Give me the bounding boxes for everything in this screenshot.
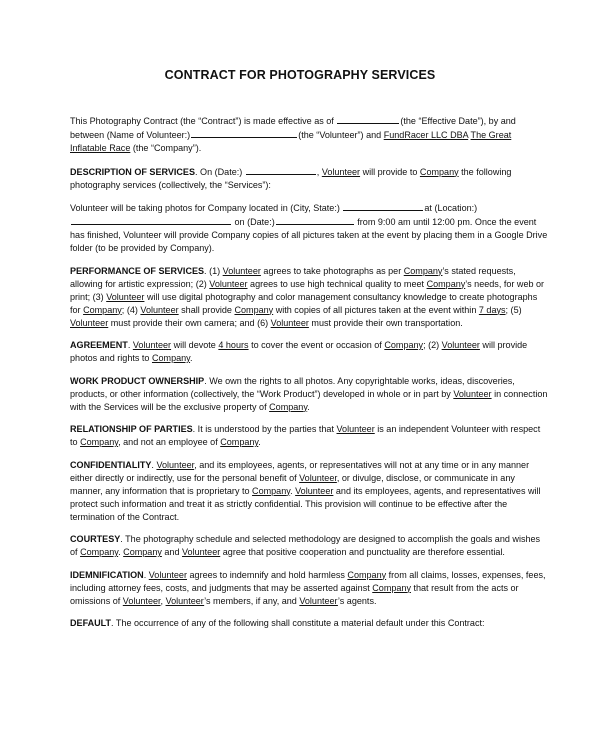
- para-text: that result from the acts or omissions of: [70, 582, 519, 606]
- intro-text: (the “Effective Date”),: [400, 116, 487, 126]
- para-text: , and not an employee of: [118, 437, 218, 447]
- para-text: agree that positive cooperation and punctuality are therefore essential.: [222, 547, 505, 557]
- para-text: and: [164, 547, 180, 557]
- city-state-blank[interactable]: [343, 201, 423, 211]
- company-term: Company: [269, 401, 308, 412]
- section-heading: PERFORMANCE OF SERVICES: [70, 265, 205, 276]
- company-term: Company: [384, 340, 424, 350]
- volunteer-term: Volunteer: [299, 472, 337, 483]
- para-text: will provide photos and rights to: [70, 340, 528, 363]
- para-text: and its employees, agents, and representatives will protect such information and treat it as strictly confidential. This provision will continue to be effective after the termination of the Contract.: [70, 485, 541, 522]
- company-term: Company: [426, 278, 466, 289]
- volunteer-term: Volunteer: [132, 340, 172, 350]
- default-paragraph: [70, 617, 548, 630]
- volunteer-name-blank[interactable]: [191, 128, 297, 138]
- para-text: (Location:): [434, 203, 478, 213]
- section-heading: IDEMNIFICATION: [70, 569, 144, 580]
- volunteer-term: Volunteer: [453, 388, 492, 399]
- relationship-paragraph: [70, 423, 548, 449]
- volunteer-term: Volunteer: [441, 340, 480, 350]
- company-term: Company: [220, 437, 259, 447]
- volunteer-term: Volunteer: [222, 265, 261, 276]
- company-term: Company: [83, 304, 122, 315]
- para-text: ,: [160, 595, 164, 606]
- section-heading: RELATIONSHIP OF PARTIES: [70, 424, 193, 434]
- para-text: , and its employees, agents, or representatives will not at any time or in any manner either directly or indirectly, use for the personal benefit of: [70, 459, 530, 483]
- volunteer-term: Volunteer: [156, 459, 195, 470]
- para-text: from 9:00 am until 12:00 pm. Once the event has finished, Volunteer will provide Company copies of all pictures taken at the event by placing them in a Google Drive folder (to be provided by Company).: [70, 217, 548, 253]
- company-term: Company: [252, 485, 291, 496]
- company-term: Company: [80, 437, 119, 447]
- para-text: ’s agents.: [337, 595, 377, 606]
- company-term: Company: [403, 265, 443, 276]
- company-name: The Great Inflatable Race: [70, 130, 512, 153]
- para-text: . On (Date:): [195, 166, 243, 177]
- para-text: is an independent Volunteer with respect to: [70, 424, 541, 447]
- volunteer-term: Volunteer: [295, 485, 334, 496]
- para-text: . It is understood by the parties that: [192, 424, 334, 434]
- coverage-hours: 4 hours: [218, 340, 249, 350]
- para-text: from all claims, losses, expenses, fees, including attorney fees, costs, and judgments that may be asserted against: [70, 569, 546, 593]
- para-text: to cover the event or occasion of: [251, 340, 382, 350]
- volunteer-term: Volunteer: [165, 595, 205, 606]
- para-text: . We own the rights to all photos. Any copyrightable works, ideas, discoveries, products, or other information (collectively, the “Work Product”) developed in whole or in part by: [70, 375, 515, 399]
- volunteer-term: Volunteer: [209, 278, 248, 289]
- delivery-days: 7 days: [478, 304, 506, 315]
- para-text: ,: [316, 166, 320, 177]
- para-text: ; (2): [423, 340, 440, 350]
- para-text: must provide their own transportation.: [311, 317, 463, 328]
- intro-paragraph: [70, 114, 548, 155]
- section-heading: DESCRIPTION OF SERVICES: [70, 166, 196, 177]
- para-text: ’s stated requests, allowing for artistic expression; (2): [70, 265, 516, 289]
- para-text: will devote: [173, 340, 216, 350]
- company-name: FundRacer LLC DBA: [383, 130, 469, 140]
- section-heading: AGREEMENT: [70, 340, 128, 350]
- para-text: ’s members, if any, and: [204, 595, 297, 606]
- company-term: Company: [151, 353, 191, 363]
- para-text: shall provide: [181, 304, 232, 315]
- para-text: . The occurrence of any of the following shall constitute a material default under this Contract:: [111, 618, 485, 628]
- para-text: will use digital photography and color management consultancy knowledge to create photographs for: [70, 291, 538, 315]
- courtesy-paragraph: [70, 533, 548, 559]
- intro-text: (the “Volunteer”) and: [298, 130, 382, 140]
- company-term: Company: [419, 166, 459, 177]
- para-text: must provide their own camera; and (6): [110, 317, 269, 328]
- para-text: . (1): [204, 265, 221, 276]
- intro-text: (the “Company”).: [132, 143, 202, 153]
- para-text: .: [127, 340, 131, 350]
- volunteer-term: Volunteer: [106, 291, 145, 302]
- para-text: . The photography schedule and selected methodology are designed to accomplish the goals and wishes of: [70, 534, 541, 557]
- para-text: ; (4): [121, 304, 138, 315]
- location-paragraph: [70, 201, 548, 255]
- para-text: .: [258, 437, 261, 447]
- volunteer-term: Volunteer: [70, 317, 109, 328]
- ownership-paragraph: [70, 375, 548, 414]
- para-text: .: [307, 401, 310, 412]
- description-paragraph: [70, 165, 548, 192]
- para-text: will provide to: [362, 166, 418, 177]
- para-text: ; (5): [505, 304, 522, 315]
- page-title: CONTRACT FOR PHOTOGRAPHY SERVICES: [164, 68, 436, 82]
- company-term: Company: [123, 547, 162, 557]
- volunteer-term: Volunteer: [122, 595, 161, 606]
- confidentiality-paragraph: [70, 459, 548, 524]
- agreement-paragraph: [70, 339, 548, 365]
- section-heading: WORK PRODUCT OWNERSHIP: [70, 375, 205, 386]
- effective-date-blank[interactable]: [337, 114, 399, 124]
- volunteer-term: Volunteer: [321, 166, 361, 177]
- para-text: agrees to use high technical quality to meet: [250, 278, 425, 289]
- para-text: at: [424, 203, 432, 213]
- para-text: .: [118, 547, 121, 557]
- volunteer-term: Volunteer: [270, 317, 309, 328]
- volunteer-term: Volunteer: [148, 569, 187, 580]
- volunteer-term: Volunteer: [182, 547, 221, 557]
- section-heading: CONFIDENTIALITY: [70, 459, 152, 470]
- company-term: Company: [347, 569, 387, 580]
- location-blank[interactable]: [71, 215, 231, 225]
- company-term: Company: [80, 547, 119, 557]
- para-text: .: [290, 485, 293, 496]
- volunteer-term: Volunteer: [140, 304, 179, 315]
- section-heading: COURTESY: [70, 534, 121, 544]
- para-text: agrees to take photographs as per: [263, 265, 402, 276]
- para-text: , or divulge, disclose, or communicate in any manner, any information that is proprietary to: [70, 472, 515, 496]
- contract-body: [70, 114, 548, 640]
- indemnification-paragraph: [70, 569, 548, 608]
- volunteer-term: Volunteer: [299, 595, 338, 606]
- event-date-blank[interactable]: [276, 215, 354, 225]
- para-text: in connection with the Services will be the exclusive property of: [70, 388, 548, 412]
- para-text: agrees to indemnify and hold harmless: [189, 569, 345, 580]
- para-text: .: [190, 353, 193, 363]
- para-text: .: [143, 569, 147, 580]
- para-text: .: [151, 459, 154, 470]
- para-text: the following photography services (collectively, the “Services”):: [70, 166, 512, 190]
- performance-paragraph: [70, 265, 548, 330]
- company-term: Company: [372, 582, 411, 593]
- para-text: ’s needs, for web or print; (3): [70, 278, 545, 302]
- para-text: Volunteer will be taking photos for Company located in (City, State:): [70, 203, 340, 213]
- company-term: Company: [234, 304, 274, 315]
- volunteer-term: Volunteer: [336, 424, 375, 434]
- intro-text: This Photography Contract (the “Contract”) is made effective as of: [70, 116, 334, 126]
- services-date-blank[interactable]: [246, 165, 316, 175]
- para-text: with copies of all pictures taken at the event within: [275, 304, 477, 315]
- intro-text: by and between (Name of Volunteer:): [70, 116, 516, 140]
- para-text: on (Date:): [234, 217, 275, 227]
- section-heading: DEFAULT: [70, 618, 112, 628]
